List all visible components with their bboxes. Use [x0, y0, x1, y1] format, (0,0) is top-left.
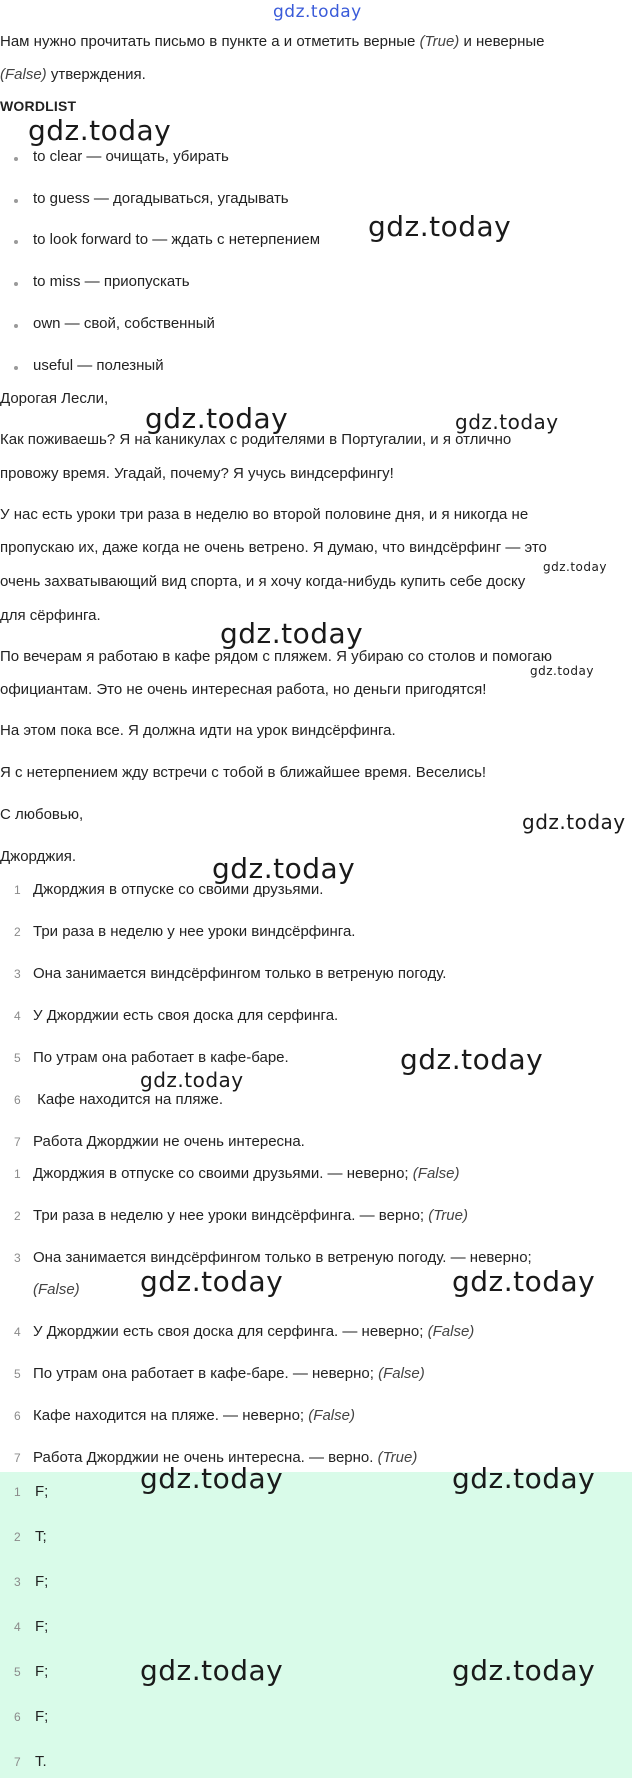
statement-text: По утрам она работает в кафе-баре.	[33, 1049, 289, 1066]
explained-item	[33, 1365, 425, 1382]
statement-number: 1	[14, 883, 21, 897]
watermark: gdz.today	[543, 560, 607, 574]
statement-number: 2	[14, 925, 21, 939]
answer-number: 5	[14, 1665, 21, 1679]
explained-mark: (True)	[377, 1449, 418, 1466]
statement-number: 3	[14, 967, 21, 981]
bullet-dot	[14, 324, 18, 328]
explained-text: По утрам она работает в кафе-баре. — неверно;	[33, 1365, 379, 1382]
explained-number: 1	[14, 1167, 21, 1181]
letter-line: официантам. Это не очень интересная работа, но деньги пригодятся!	[0, 681, 487, 698]
statement-number: 5	[14, 1051, 21, 1065]
explained-item	[33, 1207, 468, 1224]
explained-number: 6	[14, 1409, 21, 1423]
answer-number: 3	[14, 1575, 21, 1589]
watermark: gdz.today	[452, 1654, 596, 1687]
wordlist-item: to look forward to — ждать с нетерпением	[33, 231, 321, 248]
letter-line: На этом пока все. Я должна идти на урок виндсёрфинга.	[0, 722, 396, 739]
statement-text: Работа Джорджии не очень интересна.	[33, 1133, 305, 1150]
watermark: gdz.today	[140, 1654, 284, 1687]
explained-number: 3	[14, 1251, 21, 1265]
explained-mark: (False)	[427, 1323, 475, 1340]
explained-number: 4	[14, 1325, 21, 1339]
explained-mark: (False)	[412, 1165, 460, 1182]
answers-panel	[0, 1472, 632, 1778]
watermark: gdz.today	[368, 210, 512, 243]
bullet-dot	[14, 366, 18, 370]
watermark: gdz.today	[400, 1043, 544, 1076]
watermark: gdz.today	[220, 617, 364, 650]
explained-item	[33, 1165, 459, 1182]
wordlist-item: to clear — очищать, убирать	[33, 148, 229, 165]
bullet-dot	[14, 240, 18, 244]
watermark: gdz.today	[452, 1265, 596, 1298]
explained-mark: (False)	[378, 1365, 425, 1382]
answer-number: 7	[14, 1755, 21, 1769]
answer-value: F;	[35, 1573, 49, 1590]
statement-text: Три раза в неделю у нее уроки виндсёрфинга.	[33, 923, 356, 940]
explained-number: 7	[14, 1451, 21, 1465]
wordlist-item: to guess — догадываться, угадывать	[33, 190, 289, 207]
wordlist-item: to miss — приопускать	[33, 273, 190, 290]
watermark: gdz.today	[452, 1462, 596, 1495]
explained-text: Кафе находится на пляже. — неверно;	[33, 1407, 309, 1424]
letter-line: У нас есть уроки три раза в неделю во второй половине дня, и я никогда не	[0, 506, 529, 523]
answer-value: T;	[35, 1528, 47, 1545]
watermark: gdz.today	[455, 410, 559, 434]
letter-greeting: Дорогая Лесли,	[0, 390, 109, 407]
intro-true-label: (True)	[419, 33, 460, 50]
answer-value: F;	[35, 1708, 49, 1725]
bullet-dot	[14, 199, 18, 203]
watermark: gdz.today	[522, 810, 626, 834]
explained-number: 5	[14, 1367, 21, 1381]
intro-line-1	[0, 33, 545, 50]
bullet-dot	[14, 157, 18, 161]
explained-mark: (False)	[33, 1281, 80, 1298]
wordlist-item: own — свой, собственный	[33, 315, 215, 332]
bullet-dot	[14, 282, 18, 286]
wordlist-heading: WORDLIST	[0, 98, 77, 114]
letter-line: очень захватывающий вид спорта, и я хочу когда-нибудь купить себе доску	[0, 573, 526, 590]
letter-line: для сёрфинга.	[0, 607, 101, 624]
explained-text: У Джорджии есть своя доска для серфинга. — неверно;	[33, 1323, 428, 1340]
answer-value: F;	[35, 1663, 49, 1680]
explained-number: 2	[14, 1209, 21, 1223]
statement-number: 6	[14, 1093, 21, 1107]
letter-line: Как поживаешь? Я на каникулах с родителями в Португалии, и я отлично	[0, 431, 512, 448]
letter-line: провожу время. Угадай, почему? Я учусь виндсерфингу!	[0, 465, 394, 482]
explained-mark: (False)	[308, 1407, 355, 1424]
intro-line-2	[0, 66, 146, 83]
watermark: gdz.today	[212, 852, 356, 885]
explained-text: Она занимается виндсёрфингом только в ветреную погоду. — неверно;	[33, 1249, 532, 1266]
explained-text: Три раза в неделю у нее уроки виндсёрфинга. — верно;	[33, 1207, 429, 1224]
letter-line: С любовью,	[0, 806, 84, 823]
explained-item	[33, 1323, 474, 1340]
intro-text: Нам нужно прочитать письмо в пункте а и отметить верные	[0, 33, 420, 50]
wordlist-item: useful — полезный	[33, 357, 164, 374]
watermark: gdz.today	[140, 1068, 244, 1092]
statement-text: Кафе находится на пляже.	[33, 1091, 224, 1108]
explained-text: Джорджия в отпуске со своими друзьями. — неверно;	[33, 1165, 413, 1182]
explained-mark: (True)	[428, 1207, 468, 1224]
explained-text: Работа Джорджии не очень интересна. — верно.	[33, 1449, 378, 1466]
intro-text: утверждения.	[46, 66, 146, 83]
statement-text: Джорджия в отпуске со своими друзьями.	[33, 881, 324, 898]
statement-text: У Джорджии есть своя доска для серфинга.	[33, 1007, 339, 1024]
watermark: gdz.today	[28, 114, 172, 147]
answer-number: 4	[14, 1620, 21, 1634]
answer-number: 1	[14, 1485, 21, 1499]
answer-value: F;	[35, 1483, 49, 1500]
explained-item	[33, 1407, 355, 1424]
watermark: gdz.today	[530, 664, 594, 678]
intro-text: и неверные	[459, 33, 545, 50]
answer-number: 2	[14, 1530, 21, 1544]
answer-number: 6	[14, 1710, 21, 1724]
watermark: gdz.today	[145, 402, 289, 435]
statement-text: Она занимается виндсёрфингом только в ветреную погоду.	[33, 965, 447, 982]
letter-line: Я с нетерпением жду встречи с тобой в ближайшее время. Веселись!	[0, 764, 487, 781]
letter-line: По вечерам я работаю в кафе рядом с пляжем. Я убираю со столов и помогаю	[0, 648, 553, 665]
statement-number: 7	[14, 1135, 21, 1149]
letter-signature: Джорджия.	[0, 848, 76, 865]
watermark-top: gdz.today	[273, 2, 362, 22]
statement-number: 4	[14, 1009, 21, 1023]
answer-value: F;	[35, 1618, 49, 1635]
watermark: gdz.today	[140, 1265, 284, 1298]
answer-value: T.	[35, 1753, 47, 1770]
intro-false-label: (False)	[0, 66, 47, 83]
watermark: gdz.today	[140, 1462, 284, 1495]
letter-line: пропускаю их, даже когда не очень ветрено. Я думаю, что виндсёрфинг — это	[0, 539, 547, 556]
